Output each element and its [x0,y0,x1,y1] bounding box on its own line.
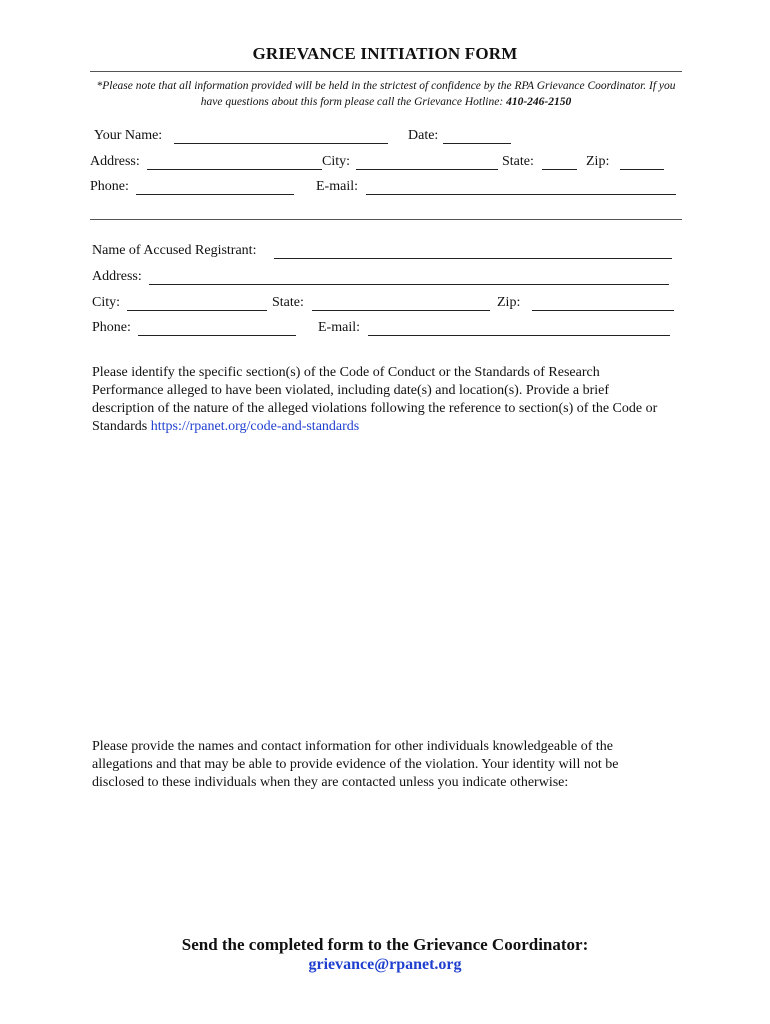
accused-city-field[interactable] [127,310,267,311]
accused-state-label: State: [272,295,304,310]
city-field[interactable] [356,169,498,170]
email-label: E-mail: [316,179,358,194]
violation-description-area[interactable] [90,440,682,730]
date-label: Date: [408,128,439,143]
accused-zip-field[interactable] [532,310,674,311]
section-divider [90,219,682,220]
city-label: City: [322,154,351,169]
confidentiality-note-text: *Please note that all information provided will be held in the strictest of confidence by the RPA Grievance Coordinator. If you have questions about this form please call the Grievance Hotline: [96,80,676,108]
your-name-field[interactable] [174,143,388,144]
grievance-email-link[interactable]: grievance@rpanet.org [308,956,462,973]
date-field[interactable] [443,143,511,144]
accused-address-field[interactable] [149,284,669,285]
zip-field[interactable] [620,169,664,170]
state-label: State: [502,154,534,169]
accused-name-row [90,243,682,263]
accused-name-label: Name of Accused Registrant: [92,243,257,258]
accused-state-field[interactable] [312,310,490,311]
accused-phone-field[interactable] [138,335,296,336]
accused-location-row [90,295,682,315]
your-name-row [90,128,682,148]
code-and-standards-link[interactable]: https://rpanet.org/code-and-standards [150,419,360,434]
email-field[interactable] [366,194,676,195]
address-label: Address: [90,154,140,169]
accused-email-field[interactable] [368,335,670,336]
accused-zip-label: Zip: [497,295,521,310]
witness-instructions: Please provide the names and contact information for other individuals knowledgeable of the allegations and that may be able to provide evidence of the violation. Your identity will not be disclosed to these individuals when they are contacted unless you indicate otherwise: [92,739,619,790]
zip-label: Zip: [586,154,610,169]
title-divider [90,71,682,72]
complainant-contact-row [90,179,682,199]
accused-phone-label: Phone: [92,320,131,335]
hotline-number: 410-246-2150 [506,96,572,108]
accused-email-label: E-mail: [318,320,360,335]
phone-field[interactable] [136,194,294,195]
state-field[interactable] [542,169,577,170]
witness-information-area[interactable] [90,800,682,925]
confidentiality-note [90,78,682,110]
address-field[interactable] [147,169,322,170]
submission-heading: Send the completed form to the Grievance Coordinator: [181,935,589,954]
accused-address-row [90,269,682,289]
accused-contact-row [90,320,682,340]
accused-city-label: City: [92,295,121,310]
your-name-label: Your Name: [94,128,163,143]
violation-instructions [92,364,672,436]
accused-name-field[interactable] [274,258,672,259]
phone-label: Phone: [90,179,129,194]
complainant-address-row [90,154,682,174]
violation-instructions-text: Please identify the specific section(s) of the Code of Conduct or the Standards of Research Performance alleged to have been violated, including date(s) and location(s). Provide a brief description of the nature of the alleged violations following the reference to section(s) of the Code or Standards [92,365,658,434]
form-title: GRIEVANCE INITIATION FORM [252,44,518,63]
accused-address-label: Address: [92,269,142,284]
